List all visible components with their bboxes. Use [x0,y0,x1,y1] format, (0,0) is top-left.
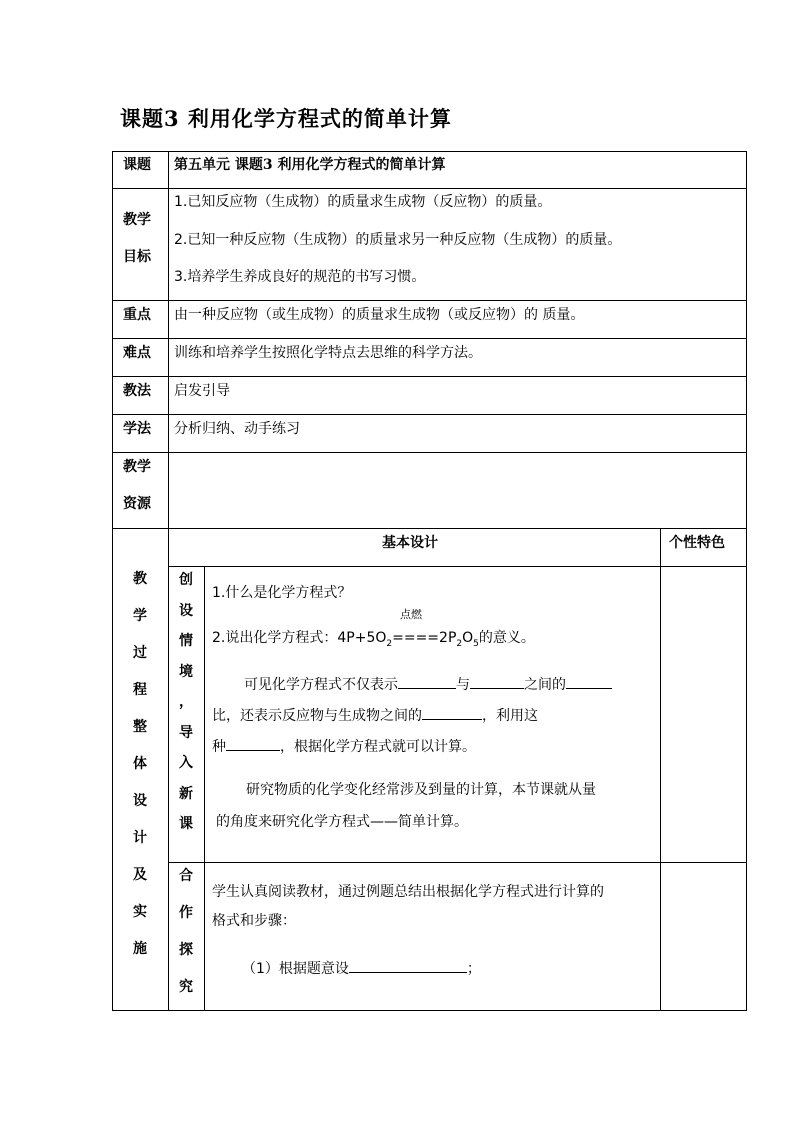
row-divider [112,376,747,377]
paragraph-1-line2 [212,705,538,726]
fill-blank[interactable] [422,705,482,720]
column-divider [168,151,169,1011]
vertical-label-char: 设 [133,793,147,809]
paragraph-text: 与 [456,677,470,693]
row-divider [112,414,747,415]
resources-label-line2: 资源 [123,496,151,512]
vertical-label-char: 教 [133,571,147,587]
vertical-label-char: 导 [179,724,193,741]
vertical-label-char: 探 [179,942,193,958]
column-divider [204,566,205,1011]
vertical-label-char: 合 [179,868,193,884]
goals-label-line1: 教学 [123,212,151,228]
paragraph-1-line3 [212,736,476,757]
paragraph-text: 比，还表示反应物与生成物之间的 [212,708,422,724]
row-divider [112,338,747,339]
question-2-prefix: 2.说出化学方程式： [212,630,338,646]
vertical-label-char: 究 [179,979,193,995]
vertical-label-char: 程 [133,682,147,698]
goal-item: 1.已知反应物（生成物）的质量求生成物（反应物）的质量。 [174,194,552,210]
step-text: ； [466,961,481,977]
row-divider [112,300,747,301]
vertical-label-char: 作 [179,905,193,921]
question-1: 1.什么是化学方程式？ [212,585,352,601]
learning-method-value: 分析归纳、动手练习 [174,421,300,437]
paragraph-text: 种 [212,739,226,755]
learning-method-label: 学法 [123,421,151,437]
row-divider [112,452,747,453]
vertical-label-char: 及 [133,867,147,883]
equation-subscript: 2 [386,638,393,649]
equation-subscript: 2 [456,638,463,649]
fill-blank[interactable] [398,674,456,689]
reaction-condition: 点燃 [400,608,422,621]
vertical-label-char: 创 [179,572,193,588]
step-1 [242,958,481,979]
equation-subscript: 5 [473,638,479,649]
topic-value: 第五单元 课题3 利用化学方程式的简单计算 [174,157,446,173]
fill-blank[interactable] [349,958,467,973]
inquiry-line2: 格式和步骤： [212,913,296,929]
paragraph-1-line1 [244,674,612,695]
paragraph-text: 可见化学方程式不仅表示 [244,677,398,693]
key-point-label: 重点 [123,307,151,323]
topic-label: 课题 [123,157,151,173]
column-divider [660,528,661,1011]
row-divider [112,528,747,529]
resources-label-line1: 教学 [123,459,151,475]
header-basic-design: 基本设计 [382,535,438,551]
row-divider [112,188,747,189]
header-personal-feature: 个性特色 [669,535,725,551]
equation-part: ====2P [392,630,457,646]
vertical-label-char: 学 [133,608,147,624]
vertical-label-char: 施 [133,941,147,957]
teaching-method-label: 教法 [123,383,151,399]
question-2 [212,628,535,648]
vertical-label-char: 实 [133,904,147,920]
vertical-label-char: 整 [133,719,147,735]
question-2-suffix: 的意义。 [478,630,535,646]
page-title: 课题3 利用化学方程式的简单计算 [120,106,452,131]
step-text: （1）根据题意设 [242,961,349,977]
paragraph-2-line1: 研究物质的化学变化经常涉及到量的计算，本节课就从量 [246,782,596,798]
vertical-label-char: 境 [179,663,193,680]
teaching-method-value: 启发引导 [174,383,230,399]
paragraph-text: ，根据化学方程式就可以计算。 [280,739,476,755]
goal-item: 3.培养学生养成良好的规范的书写习惯。 [174,269,426,285]
chemical-equation [337,630,479,649]
vertical-label-char: 课 [179,816,193,832]
difficulty-value: 训练和培养学生按照化学特点去思维的科学方法。 [174,345,482,361]
difficulty-label: 难点 [123,345,151,361]
vertical-label-char: 计 [133,830,147,846]
vertical-label-char: 过 [133,645,147,661]
fill-blank[interactable] [470,674,524,689]
fill-blank[interactable] [226,736,280,751]
key-point-value: 由一种反应物（或生成物）的质量求生成物（或反应物）的 质量。 [174,307,585,323]
vertical-label-char: 设 [179,602,193,619]
vertical-label-char: 体 [133,756,147,772]
vertical-label-char: ， [179,694,193,710]
vertical-label-char: 新 [179,785,193,802]
inquiry-line1: 学生认真阅读教材，通过例题总结出根据化学方程式进行计算的 [212,884,604,900]
equation-part: O [462,630,474,646]
paragraph-2-line2: 的角度来研究化学方程式——简单计算。 [216,814,468,830]
goals-label-line2: 目标 [123,249,151,265]
paragraph-text: 之间的 [524,677,566,693]
paragraph-text: ，利用这 [482,708,538,724]
vertical-label-char: 情 [179,633,193,649]
goal-item: 2.已知一种反应物（生成物）的质量求另一种反应物（生成物）的质量。 [174,232,622,248]
vertical-label-char: 入 [179,755,193,771]
fill-blank[interactable] [566,674,612,689]
equation-part: 4P+5O [337,630,387,646]
